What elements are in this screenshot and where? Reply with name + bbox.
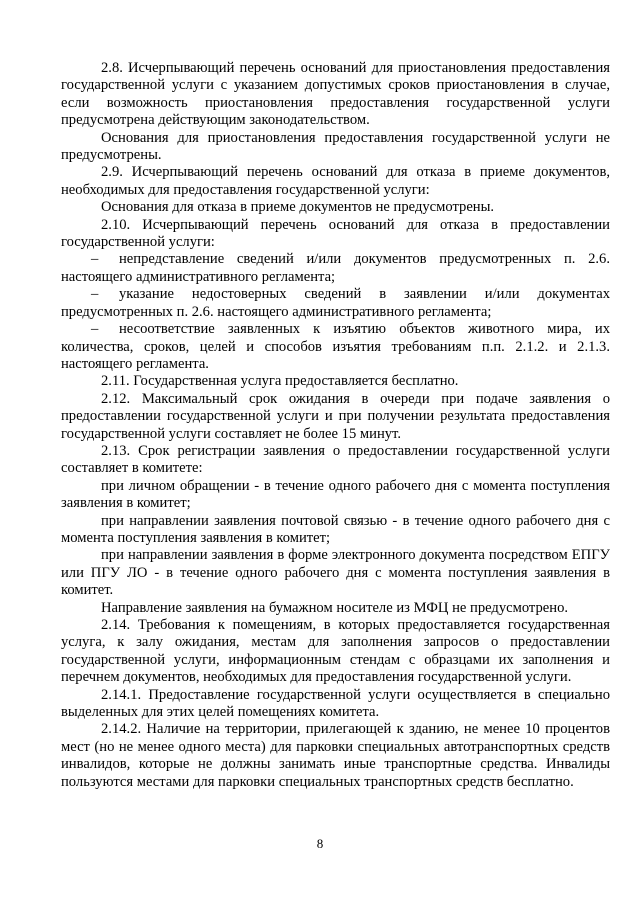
- paragraph-2-8-note: Основания для приостановления предоставления государственной услуги не предусмотрены.: [61, 129, 610, 164]
- paragraph-2-14-2: 2.14.2. Наличие на территории, прилегающей к зданию, не менее 10 процентов мест (но не менее одного места) для парковки специальных автотранспортных средств инвалидов, которые не должны занимать иные транспортные средства. Инвалиды пользуются местами для парковки специальных транспортных средств бесплатно.: [61, 721, 610, 790]
- paragraph-2-14-1: 2.14.1. Предоставление государственной услуги осуществляется в специально выделенных для этих целей помещениях комитета.: [61, 686, 610, 721]
- paragraph-2-9: 2.9. Исчерпывающий перечень оснований для отказа в приеме документов, необходимых для предоставления государственной услуги:: [61, 164, 610, 198]
- dash-marker: –: [91, 251, 99, 268]
- dash-marker: –: [91, 321, 99, 338]
- list-item-text: указание недостоверных сведений в заявлении и/или документах предусмотренных п. 2.6. настоящего административного регламента;: [61, 286, 610, 320]
- paragraph-2-14: 2.14. Требования к помещениям, в которых предоставляется государственная услуга, к залу ожидания, местам для заполнения запросов о предоставлении государственной услуги, информационным стендам с образцами их заполнения и перечнем документов, необходимых для предоставления государственной услуги.: [61, 617, 610, 686]
- list-item-refusal-2: [61, 286, 610, 321]
- paragraph-2-13-personal: при личном обращении - в течение одного рабочего дня с момента поступления заявления в комитет;: [61, 477, 610, 512]
- paragraph-2-13-mfc: Направление заявления на бумажном носителе из МФЦ не предусмотрено.: [101, 599, 569, 616]
- paragraph-2-9-note: Основания для отказа в приеме документов не предусмотрены.: [101, 199, 495, 216]
- paragraph-2-10: 2.10. Исчерпывающий перечень оснований для отказа в предоставлении государственной услуги:: [61, 216, 610, 251]
- paragraph-2-13-electronic: при направлении заявления в форме электронного документа посредством ЕПГУ или ПГУ ЛО - в течение одного рабочего дня с момента поступления заявления в комитет.: [61, 547, 610, 599]
- list-item-text: непредставление сведений и/или документов предусмотренных п. 2.6. настоящего административного регламента;: [61, 251, 610, 285]
- dash-marker: –: [91, 286, 99, 303]
- paragraph-2-13-postal: при направлении заявления почтовой связью - в течение одного рабочего дня с момента поступления заявления в комитет;: [61, 512, 610, 546]
- list-item-text: несоответствие заявленных к изъятию объектов животного мира, их количества, сроков, целей и способов изъятия требованиям п.п. 2.1.2. и 2.1.3. настоящего регламента.: [61, 321, 610, 372]
- document-body: [61, 60, 610, 791]
- paragraph-2-11: 2.11. Государственная услуга предоставляется бесплатно.: [101, 373, 459, 390]
- paragraph-2-12: 2.12. Максимальный срок ожидания в очереди при подаче заявления о предоставлении государственной услуги и при получении результата предоставления государственной услуги составляет не более 15 минут.: [61, 390, 610, 442]
- list-item-refusal-3: [61, 321, 610, 373]
- paragraph-2-13: 2.13. Срок регистрации заявления о предоставлении государственной услуги составляет в комитете:: [61, 442, 610, 477]
- list-item-refusal-1: [61, 251, 610, 286]
- page-number: 8: [316, 836, 324, 851]
- paragraph-2-8: 2.8. Исчерпывающий перечень оснований для приостановления предоставления государственной услуги с указанием допустимых сроков приостановления в случае, если возможность приостановления предоставления государственной услуги предусмотрена действующим законодательством.: [61, 60, 610, 129]
